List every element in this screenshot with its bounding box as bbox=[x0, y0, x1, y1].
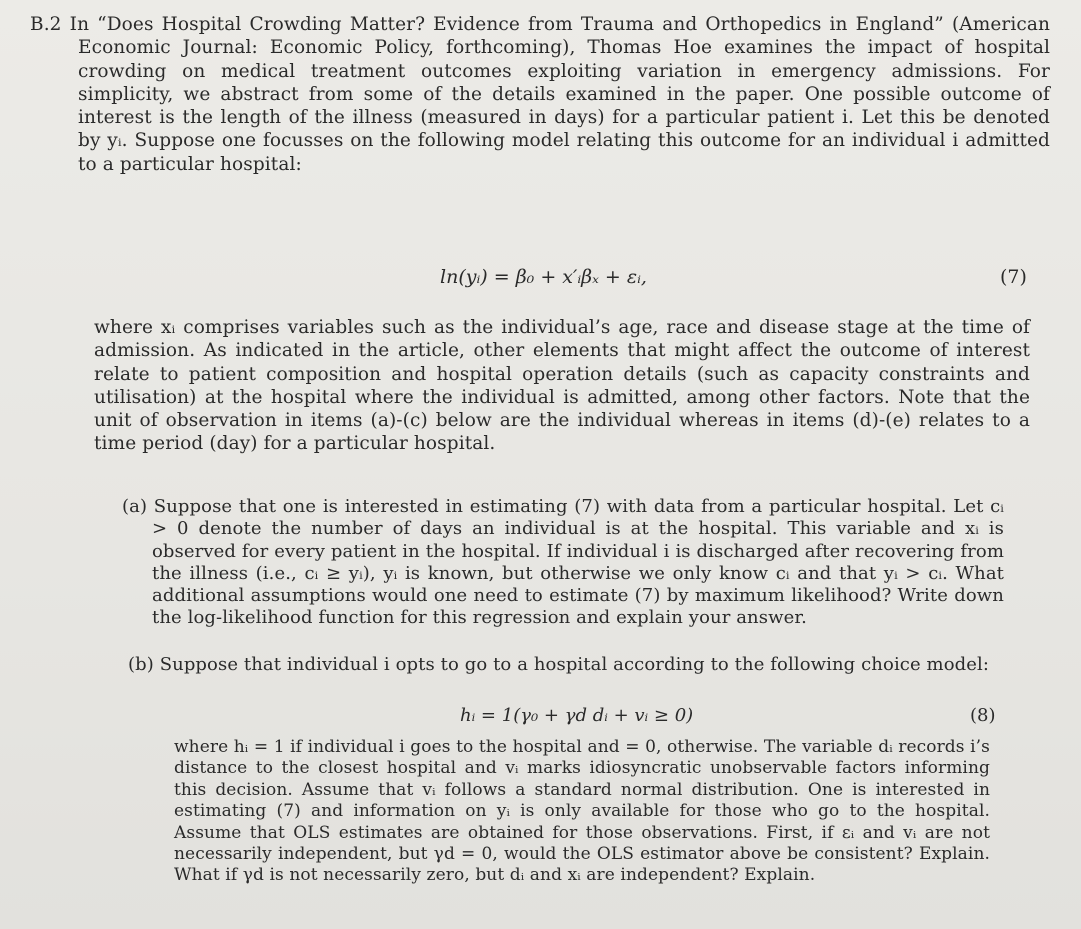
equation-7: ln(yᵢ) = β₀ + x′ᵢβₓ + εᵢ, bbox=[440, 266, 647, 288]
item-b-text: where hᵢ = 1 if individual i goes to the hospital and = 0, otherwise. The variable dᵢ records i’s distance to the closest hospital and vᵢ marks idiosyncratic unobservable factors informing this decision. Assume that vᵢ follows a standard normal distribution. One is interested in estimating (7) and information on yᵢ is only available for those who go to the hospital. Assume that OLS estimates are obtained for those observations. First, if εᵢ and vᵢ are not necessarily independent, but γd = 0, would the OLS estimator above be consistent? Explain. What if γd is not necessarily zero, but dᵢ and xᵢ are independent? Explain. bbox=[174, 737, 990, 886]
equation-7-number: (7) bbox=[1000, 266, 1027, 288]
item-b-intro: (b) Suppose that individual i opts to go to a hospital according to the following choice model: bbox=[128, 654, 990, 675]
where-paragraph: where xᵢ comprises variables such as the individual’s age, race and disease stage at the time of admission. As indicated in the article, other elements that might affect the outcome of interest relate to patient composition and hospital operation details (such as capacity constraints and utilisation) at the hospital where the individual is admitted, among other factors. Note that the unit of observation in items (a)-(c) below are the individual whereas in items (d)-(e) relates to a time period (day) for a particular hospital. bbox=[94, 317, 1030, 455]
item-a: (a) Suppose that one is interested in estimating (7) with data from a particular hospital. Let cᵢ > 0 denote the number of days an individual is at the hospital. This variable and xᵢ is observed for every patient in the hospital. If individual i is discharged after recovering from the illness (i.e., cᵢ ≥ yᵢ), yᵢ is known, but otherwise we only know cᵢ and that yᵢ > cᵢ. What additional assumptions would one need to estimate (7) by maximum likelihood? Write down the log-likelihood function for this regression and explain your answer. bbox=[122, 496, 1004, 629]
problem-number: B.2 bbox=[30, 14, 62, 35]
problem-intro-text: In “Does Hospital Crowding Matter? Evidence from Trauma and Orthopedics in England” (American Economic Journal: Economic Policy, forthcoming), Thomas Hoe examines the impact of hospital crowding on medical treatment outcomes exploiting variation in emergency admissions. For simplicity, we abstract from some of the details examined in the paper. One possible outcome of interest is the length of the illness (measured in days) for a particular patient i. Let this be denoted by yᵢ. Suppose one focusses on the following model relating this outcome for an individual i admitted to a particular hospital: bbox=[69, 14, 1050, 175]
equation-8: hᵢ = 1(γ₀ + γd dᵢ + vᵢ ≥ 0) bbox=[460, 705, 694, 726]
problem-intro bbox=[30, 13, 1050, 176]
equation-8-number: (8) bbox=[970, 705, 996, 726]
